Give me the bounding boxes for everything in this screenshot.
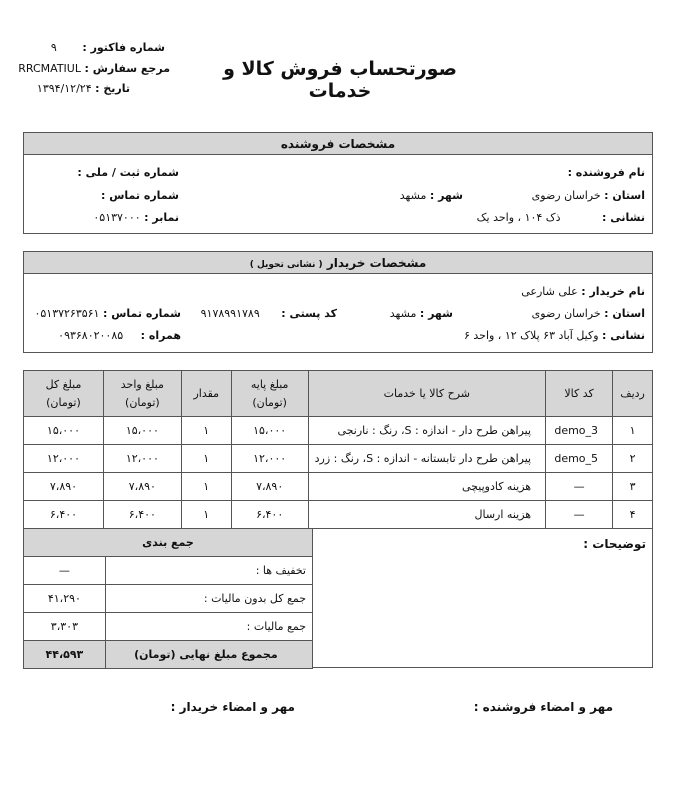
cell-code: — xyxy=(546,501,613,529)
col-code: کد کالا xyxy=(546,371,613,417)
cell-code: — xyxy=(546,473,613,501)
buyer-name-label: نام خریدار : xyxy=(581,285,645,298)
page-title: صورتحساب فروش کالا و خدمات xyxy=(223,58,457,102)
subtotal-label: جمع کل بدون مالیات : xyxy=(105,585,312,613)
items-table xyxy=(23,370,653,529)
col-total-label: مبلغ کل xyxy=(45,377,82,391)
cell-row: ۳ xyxy=(613,473,653,501)
buyer-address-label: نشانی : xyxy=(602,329,645,342)
col-unit-price-label: مبلغ واحد xyxy=(120,377,164,391)
buyer-postal-label: کد پستی : xyxy=(281,307,337,320)
summary-row-final xyxy=(24,641,313,669)
order-ref-label: مرجع سفارش : xyxy=(84,62,170,75)
seller-city xyxy=(400,189,463,202)
cell-desc: پیراهن طرح دار تابستانه - اندازه : S، رنگ : زرد xyxy=(308,445,545,473)
cell-base-price: ۱۵،۰۰۰ xyxy=(231,417,308,445)
buyer-city xyxy=(390,307,453,320)
cell-base-price: ۷،۸۹۰ xyxy=(231,473,308,501)
cell-row: ۱ xyxy=(613,417,653,445)
seller-phone-label: شماره تماس : xyxy=(100,189,179,202)
buyer-phone-value: ۰۵۱۳۷۲۶۳۵۶۱ xyxy=(34,307,100,320)
cell-code: demo_3 xyxy=(546,417,613,445)
cell-total: ۱۵،۰۰۰ xyxy=(24,417,104,445)
buyer-province-value: خراسان رضوی xyxy=(531,307,601,320)
tax-value: ۳،۳۰۳ xyxy=(24,613,106,641)
invoice-number-label: شماره فاکتور : xyxy=(82,41,165,54)
cell-row: ۲ xyxy=(613,445,653,473)
order-reference xyxy=(18,62,170,75)
seller-province xyxy=(532,189,645,202)
col-desc: شرح کالا یا خدمات xyxy=(308,371,545,417)
buyer-heading xyxy=(24,252,652,274)
buyer-heading-note: ( نشانی تحویل ) xyxy=(249,260,323,270)
col-unit-price xyxy=(103,371,181,417)
summary-row-discount xyxy=(24,557,313,585)
date-value: ۱۳۹۴/۱۲/۲۴ xyxy=(36,82,92,95)
seller-address-value: ذک ۱۰۴ ، واحد یک xyxy=(476,211,561,224)
cell-qty: ۱ xyxy=(181,473,231,501)
seller-fax xyxy=(93,211,179,224)
buyer-postal-value: ۹۱۷۸۹۹۱۷۸۹ xyxy=(200,307,260,320)
items-header-row xyxy=(24,371,653,417)
cell-qty: ۱ xyxy=(181,417,231,445)
seller-address xyxy=(477,211,645,224)
seller-registration xyxy=(77,166,179,179)
buyer-province-label: استان : xyxy=(604,307,645,320)
seller-city-value: مشهد xyxy=(399,189,427,202)
cell-total: ۶،۴۰۰ xyxy=(24,501,104,529)
summary-row-subtotal xyxy=(24,585,313,613)
order-ref-value: RRCMATIUL xyxy=(18,62,81,75)
buyer-address xyxy=(464,329,645,342)
invoice-date xyxy=(37,82,130,95)
table-row xyxy=(24,417,653,445)
discount-value: — xyxy=(24,557,106,585)
subtotal-value: ۴۱،۲۹۰ xyxy=(24,585,106,613)
cell-total: ۷،۸۹۰ xyxy=(24,473,104,501)
col-base-price xyxy=(231,371,308,417)
summary-heading: جمع بندی xyxy=(24,529,313,557)
seller-name-label: نام فروشنده : xyxy=(567,166,645,179)
col-base-price-unit: (تومان) xyxy=(252,395,287,409)
summary-table xyxy=(23,528,313,669)
col-total-unit: (تومان) xyxy=(46,395,81,409)
buyer-postal xyxy=(201,307,337,320)
buyer-address-value: وکیل آباد ۶۳ پلاک ۱۲ ، واحد ۶ xyxy=(463,329,599,342)
col-qty: مقدار xyxy=(181,371,231,417)
buyer-phone xyxy=(34,307,181,320)
summary-header-row xyxy=(24,529,313,557)
discount-label: تخفیف ها : xyxy=(105,557,312,585)
cell-desc: هزینه ارسال xyxy=(308,501,545,529)
invoice-number-value: ۹ xyxy=(50,41,57,54)
tax-label: جمع مالیات : xyxy=(105,613,312,641)
cell-base-price: ۶،۴۰۰ xyxy=(231,501,308,529)
cell-desc: هزینه کادوپیچی xyxy=(308,473,545,501)
cell-qty: ۱ xyxy=(181,445,231,473)
seller-province-value: خراسان رضوی xyxy=(531,189,601,202)
final-value: ۴۴،۵۹۳ xyxy=(24,641,106,669)
buyer-mobile-value: ۰۹۳۶۸۰۲۰۰۸۵ xyxy=(58,329,124,342)
buyer-phone-label: شماره تماس : xyxy=(102,307,181,320)
col-base-price-label: مبلغ پایه xyxy=(250,377,289,391)
seller-city-label: شهر : xyxy=(429,189,463,202)
col-total xyxy=(24,371,104,417)
table-row xyxy=(24,473,653,501)
cell-unit-price: ۷،۸۹۰ xyxy=(103,473,181,501)
invoice-number xyxy=(51,41,165,54)
cell-desc: پیراهن طرح دار - اندازه : S، رنگ : نارنجی xyxy=(308,417,545,445)
buyer-signature: مهر و امضاء خریدار : xyxy=(170,700,295,714)
buyer-name xyxy=(521,285,645,298)
seller-phone xyxy=(101,189,179,202)
notes-label: توضیحات : xyxy=(583,537,646,551)
buyer-city-value: مشهد xyxy=(389,307,417,320)
col-row: ردیف xyxy=(613,371,653,417)
seller-fax-label: نمابر : xyxy=(144,211,179,224)
cell-unit-price: ۱۵،۰۰۰ xyxy=(103,417,181,445)
seller-reg-label: شماره ثبت / ملی : xyxy=(77,166,179,179)
seller-address-label: نشانی : xyxy=(602,211,645,224)
date-label: تاریخ : xyxy=(95,82,130,95)
summary-row-tax xyxy=(24,613,313,641)
buyer-province xyxy=(532,307,645,320)
cell-unit-price: ۱۲،۰۰۰ xyxy=(103,445,181,473)
cell-qty: ۱ xyxy=(181,501,231,529)
table-row xyxy=(24,445,653,473)
notes-section xyxy=(313,528,653,668)
cell-unit-price: ۶،۴۰۰ xyxy=(103,501,181,529)
cell-total: ۱۲،۰۰۰ xyxy=(24,445,104,473)
table-row xyxy=(24,501,653,529)
seller-province-label: استان : xyxy=(604,189,645,202)
cell-code: demo_5 xyxy=(546,445,613,473)
buyer-mobile-label: همراه : xyxy=(140,329,181,342)
col-unit-price-unit: (تومان) xyxy=(125,395,160,409)
seller-fax-value: ۰۵۱۳۷۰۰۰ xyxy=(93,211,141,224)
seller-name xyxy=(568,166,645,179)
cell-base-price: ۱۲،۰۰۰ xyxy=(231,445,308,473)
buyer-city-label: شهر : xyxy=(419,307,453,320)
buyer-name-value: علی شارعی xyxy=(521,285,578,298)
buyer-heading-title: مشخصات خریدار xyxy=(326,256,427,270)
buyer-mobile xyxy=(58,329,181,342)
seller-heading: مشخصات فروشنده xyxy=(24,133,652,155)
cell-row: ۴ xyxy=(613,501,653,529)
seller-signature: مهر و امضاء فروشنده : xyxy=(473,700,613,714)
final-label: مجموع مبلغ نهایی (تومان) xyxy=(105,641,312,669)
